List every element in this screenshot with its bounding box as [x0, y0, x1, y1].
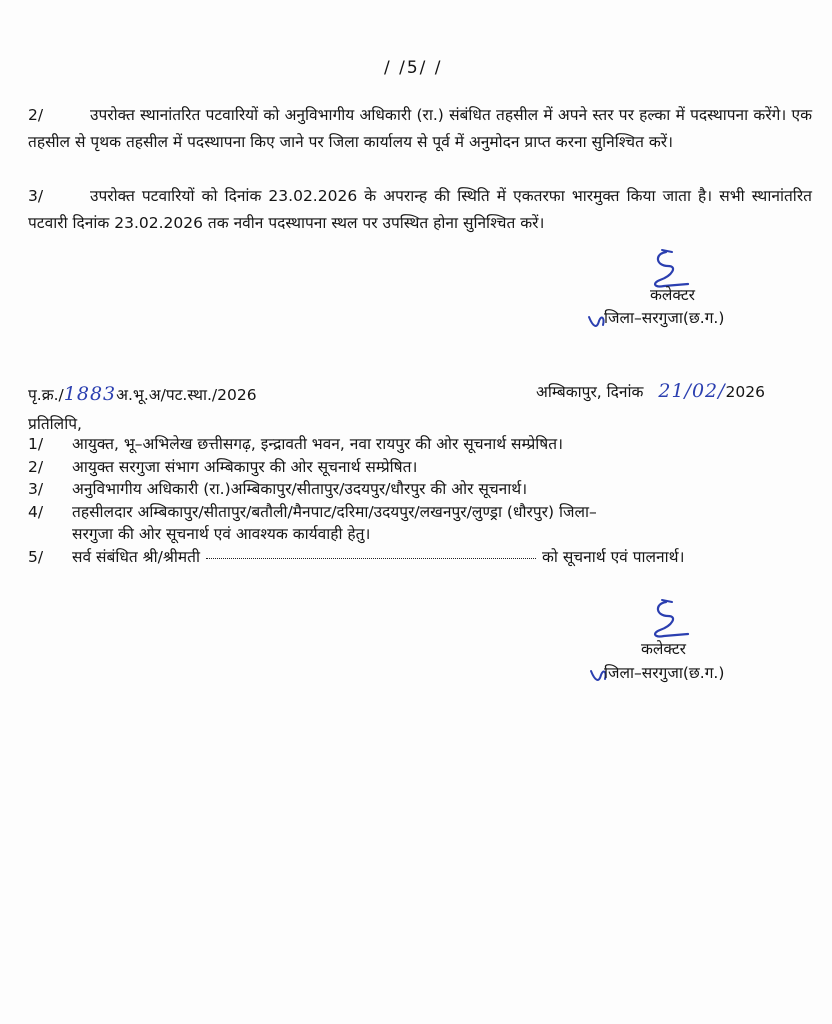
paragraph-text: उपरोक्त स्थानांतरित पटवारियों को अनुविभागीय अधिकारी (रा.) संबंधित तहसील में अपने स्तर पर हल्का में पदस्थापना करेंगे। एक तहसील से पृथक तहसील में पदस्थापना किए जाने पर जिला कार्यालय से पूर्व में अनुमोदन प्राप्त करना सुनिश्चित करें।: [28, 106, 812, 151]
place-date-label: अम्बिकापुर, दिनांक: [536, 383, 644, 401]
signature-title: कलेक्टर: [650, 286, 696, 304]
handwritten-date: 21/02/: [658, 380, 726, 402]
list-item-number: 3/: [28, 480, 44, 498]
paragraph-text: उपरोक्त पटवारियों को दिनांक 23.02.2026 के अपरान्ह की स्थिति में एकतरफा भारमुक्त किया जाता है। सभी स्थानांतरित पटवारी दिनांक 23.02.2026 तक नवीन पदस्थापना स्थल पर उपस्थित होना सुनिश्चित करें।: [28, 187, 812, 232]
blank-fill-line: [206, 558, 536, 559]
signature-district: जिला–सरगुजा(छ.ग.): [604, 664, 725, 682]
list-item-text: आयुक्त सरगुजा संभाग अम्बिकापुर की ओर सूचनार्थ सम्प्रेषित।: [72, 457, 418, 476]
list-item-continuation: [28, 523, 818, 546]
list-item: [28, 501, 818, 524]
list-item-text: सरगुजा की ओर सूचनार्थ एवं आवश्यक कार्यवाही हेतु।: [72, 525, 371, 543]
paragraph-number: 3/: [28, 187, 44, 205]
place-and-date: [536, 380, 765, 402]
reference-number: [28, 383, 257, 405]
handwritten-reference-number: 1883: [63, 383, 117, 405]
list-item-text: आयुक्त, भू–अभिलेख छत्तीसगढ़, इन्द्रावती भवन, नवा रायपुर की ओर सूचनार्थ सम्प्रेषित।: [72, 435, 563, 453]
list-item: [28, 433, 818, 456]
list-item-text-after: को सूचनार्थ एवं पालनार्थ।: [541, 547, 685, 566]
list-item: [28, 456, 818, 479]
list-item-text: अनुविभागीय अधिकारी (रा.)अम्बिकापुर/सीतापुर/उदयपुर/धौरपुर की ओर सूचनार्थ।: [72, 480, 528, 498]
paragraph-number: 2/: [28, 106, 44, 124]
reference-suffix: अ.भू.अ/पट.स्था./2026: [116, 386, 257, 404]
reference-prefix: पृ.क्र./: [28, 386, 64, 404]
list-item-number: 2/: [28, 457, 44, 476]
copy-to-heading: प्रतिलिपि,: [28, 415, 82, 433]
list-item-text: सर्व संबंधित श्री/श्रीमती: [72, 547, 200, 566]
copy-to-list: [28, 433, 818, 568]
list-item-text: तहसीलदार अम्बिकापुर/सीतापुर/बतौली/मैनपाट/दरिमा/उदयपुर/लखनपुर/लुण्ड्रा (धौरपुर) जिला–: [72, 502, 597, 521]
signature-title: कलेक्टर: [641, 640, 687, 658]
list-item-number: 1/: [28, 435, 44, 453]
list-item-number: 5/: [28, 547, 44, 566]
page-number: / /5/ /: [384, 58, 443, 78]
list-item: [28, 478, 818, 501]
paragraph-2: [28, 102, 812, 156]
paragraph-3: [28, 183, 812, 237]
list-item: [28, 546, 818, 569]
date-year: 2026: [725, 383, 765, 401]
list-item-body: [72, 546, 818, 569]
list-item-number: 4/: [28, 502, 44, 521]
signature-district: जिला–सरगुजा(छ.ग.): [604, 309, 725, 327]
